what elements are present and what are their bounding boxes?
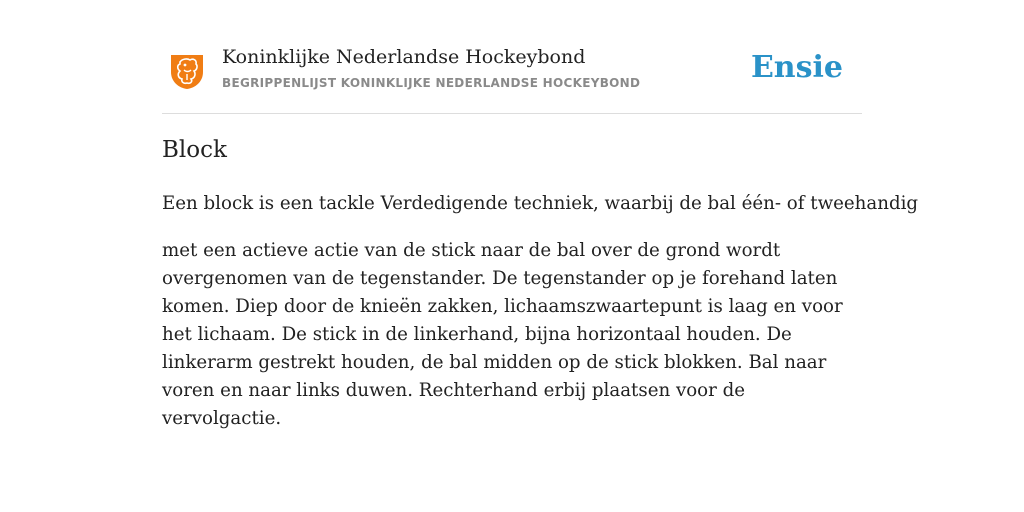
definition-lead: Een block is een tackle Verdedigende techniek, waarbij de bal één- of tweehandig [162, 193, 919, 214]
definition-body: met een actieve actie van de stick naar de bal over de grond wordt overgenomen van de tegenstander. De tegenstander op je forehand laten komen. Diep door de knieën zakken, lichaamszwaartepunt is laag en voor het lichaam. De stick in de linkerhand, bijna horizontaal houden. De linkerarm gestrekt houden, de bal midden op de stick blokken. Bal naar voren en naar links duwen. Rechterhand erbij plaatsen voor de vervolgactie. [162, 240, 843, 429]
ensie-brand-link[interactable]: Ensie [750, 50, 843, 85]
glossary-subtitle[interactable]: BEGRIPPENLIJST KONINKLIJKE NEDERLANDSE HOCKEYBOND [222, 76, 641, 90]
page-container [162, 0, 919, 429]
page-header [162, 0, 862, 114]
term-title: Block [162, 137, 227, 163]
org-name[interactable]: Koninklijke Nederlandse Hockeybond [222, 46, 586, 68]
knhb-lion-shield-icon[interactable] [169, 52, 205, 90]
